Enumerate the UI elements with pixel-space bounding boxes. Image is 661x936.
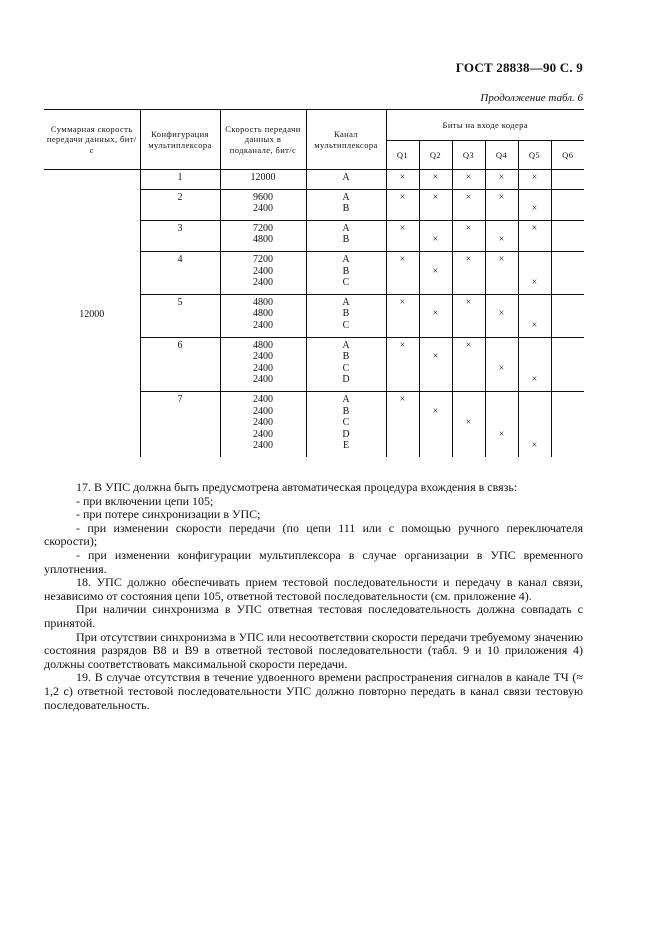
rate-value: 9600 [253,191,273,203]
bit-mark: × [465,296,472,308]
channel-letter: B [342,308,350,320]
bit-mark [420,440,452,452]
bit-mark [552,429,585,441]
bit-mark [552,406,585,418]
subchannel-rates [220,391,306,457]
bit-mark: × [399,296,406,308]
header-channel: Канал мультиплексора [306,110,386,170]
channel-letter: C [342,277,350,289]
channel-letter: B [342,405,350,417]
bit-mark [519,297,551,309]
bit-mark [387,277,419,289]
bit-cell-q5 [518,170,551,190]
bit-mark: × [465,222,472,234]
bit-mark [552,308,585,320]
bit-mark [552,192,585,204]
bit-cell-q3 [452,220,485,251]
bit-mark [552,203,585,215]
channel-letter: D [342,374,350,386]
bit-cell-q2 [419,170,452,190]
bit-cell-q6 [551,251,584,294]
bit-cell-q5 [518,391,551,457]
bit-mark: × [498,308,505,320]
rate-value: 4800 [253,296,273,308]
bit-mark [453,234,485,246]
bit-cell-q2 [419,391,452,457]
bit-cell-q4 [485,294,518,337]
header-q3: Q3 [452,141,485,170]
bit-mark [453,363,485,375]
bit-mark [453,266,485,278]
bit-mark [420,223,452,235]
bit-mark [519,254,551,266]
bit-cell-q5 [518,220,551,251]
bit-mark: × [465,191,472,203]
bit-mark [519,351,551,363]
rate-value: 2400 [253,405,273,417]
bit-mark: × [498,428,505,440]
bit-mark: × [531,203,538,215]
bit-mark [387,440,419,452]
bit-mark [420,254,452,266]
bit-mark [519,394,551,406]
paragraph-17-item: - при включении цепи 105; [76,493,214,508]
rate-value: 2400 [253,362,273,374]
bit-mark [486,440,518,452]
bit-mark: × [432,265,439,277]
paragraph-17: 17. В УПС должна быть предусмотрена автоматическая процедура вхождения в связь: [76,480,518,494]
page-header: ГОСТ 28838—90 С. 9 [455,60,583,75]
bit-cell-q3 [452,170,485,190]
bit-mark [486,266,518,278]
rate-value: 2400 [253,428,273,440]
bit-mark [420,394,452,406]
channel-letter: E [342,440,350,452]
header-q6: Q6 [551,141,584,170]
bit-mark [519,266,551,278]
table-row [44,170,584,190]
bit-mark [420,297,452,309]
paragraph-19: 19. В случае отсутствия в течение удвоенного времени распространения сигналов в канале ТЧ (≈ 1,2 с) ответной тестовой последовательности УПС должно повторно передать в канал связи тестовую последовательность. [44,670,583,712]
bit-mark: × [432,308,439,320]
config-number: 7 [140,391,220,457]
bit-mark [552,297,585,309]
bit-mark [486,223,518,235]
rate-value: 4800 [253,308,273,320]
bit-cell-q1 [386,189,419,220]
bit-mark [552,417,585,429]
channel-letter: A [342,172,350,183]
bit-mark [552,363,585,375]
rate-value: 2400 [253,265,273,277]
channel-letters [306,251,386,294]
subchannel-rates [220,220,306,251]
bit-mark: × [531,172,538,183]
bit-mark [420,429,452,441]
bit-mark: × [498,362,505,374]
rate-value: 2400 [253,440,273,452]
bit-cell-q1 [386,251,419,294]
multiplexer-table [44,109,584,457]
bit-mark: × [465,417,472,429]
bit-mark [519,429,551,441]
bit-mark: × [432,172,439,183]
bit-mark [486,203,518,215]
bit-mark [387,234,419,246]
header-q2: Q2 [419,141,452,170]
header-bits: Биты на входе кодера [386,110,584,141]
bit-mark [552,234,585,246]
bit-cell-q2 [419,251,452,294]
rate-value: 2400 [253,417,273,429]
bit-mark [486,277,518,289]
bit-mark [420,417,452,429]
bit-mark [519,192,551,204]
bit-cell-q4 [485,189,518,220]
paragraph-18: 18. УПС должно обеспечивать прием тестовой последовательности и передачу в канал связи, независимо от состояния цепи 105, ответной тестовой последовательности (см. приложение 4). [44,575,583,603]
channel-letter: A [342,222,350,234]
bit-cell-q1 [386,391,419,457]
bit-mark [387,266,419,278]
channel-letters [306,189,386,220]
bit-mark [552,277,585,289]
bit-cell-q2 [419,294,452,337]
bit-mark: × [399,172,406,183]
channel-letters [306,294,386,337]
bit-cell-q1 [386,337,419,391]
header-q1: Q1 [386,141,419,170]
bit-mark [453,440,485,452]
subchannel-rates [220,337,306,391]
bit-mark [486,340,518,352]
channel-letters [306,170,386,190]
paragraph-18-nosync: При отсутствии синхронизма в УПС или несоответствии скорости передачи требуемому значению состояния разрядов B8 и B9 в ответной тестовой последовательности (табл. 9 и 10 приложения 4) должны соответствовать максимальной скорости передачи. [44,629,583,671]
rate-value: 12000 [250,172,276,183]
bit-mark: × [432,351,439,363]
bit-mark [453,277,485,289]
channel-letter: C [342,417,350,429]
header-q5: Q5 [518,141,551,170]
bit-cell-q3 [452,294,485,337]
bit-mark [387,203,419,215]
channel-letter: A [342,191,350,203]
bit-cell-q6 [551,337,584,391]
paragraph-18-sync: При наличии синхронизма в УПС ответная тестовая последовательность должна совпадать с принятой. [44,602,583,630]
bit-mark [420,340,452,352]
bit-cell-q2 [419,220,452,251]
header-config: Конфигурация мультиплексора [140,110,220,170]
bit-mark [420,277,452,289]
bit-mark [486,374,518,386]
bit-mark [486,406,518,418]
config-number: 1 [140,170,220,190]
bit-mark [552,266,585,278]
subchannel-rates [220,189,306,220]
bit-mark: × [531,319,538,331]
bit-mark [486,320,518,332]
config-number: 5 [140,294,220,337]
bit-mark: × [399,253,406,265]
channel-letter: C [342,362,350,374]
bit-mark [486,297,518,309]
rate-value: 2400 [253,277,273,289]
bit-mark: × [432,405,439,417]
channel-letters [306,391,386,457]
bit-mark [387,417,419,429]
rate-value: 2400 [253,203,273,215]
channel-letter: B [342,203,350,215]
bit-mark [552,172,585,184]
paragraph-17-item: - при изменении скорости передачи (по цепи 111 или с помощью ручного переключателя скорости); [44,520,583,549]
rate-value: 2400 [253,393,273,405]
bit-mark: × [399,191,406,203]
bit-mark: × [498,172,505,183]
header-sum-rate: Суммарная скорость передачи данных, бит/с [44,110,140,170]
rate-value: 2400 [253,351,273,363]
bit-mark: × [531,222,538,234]
rate-value: 4800 [253,234,273,246]
channel-letter: A [342,339,350,351]
bit-mark [453,394,485,406]
bit-mark: × [531,374,538,386]
bit-mark [453,320,485,332]
bit-mark: × [531,277,538,289]
rate-value: 2400 [253,319,273,331]
bit-cell-q1 [386,294,419,337]
bit-mark [387,406,419,418]
paragraph-17-item: - при изменении конфигурации мультиплексора в случае организации в УПС временного уплотнения. [44,547,583,576]
bit-mark: × [465,339,472,351]
rate-value: 7200 [253,253,273,265]
bit-mark [387,429,419,441]
bit-mark [387,374,419,386]
bit-mark [552,223,585,235]
bit-mark [552,320,585,332]
subchannel-rates [220,251,306,294]
bit-cell-q4 [485,220,518,251]
bit-mark [552,340,585,352]
bit-mark [387,320,419,332]
channel-letter: A [342,393,350,405]
bit-cell-q5 [518,337,551,391]
bit-cell-q3 [452,337,485,391]
bit-cell-q4 [485,170,518,190]
bit-mark [453,203,485,215]
header-q4: Q4 [485,141,518,170]
bit-cell-q4 [485,251,518,294]
bit-mark [453,351,485,363]
bit-cell-q4 [485,337,518,391]
bit-mark [552,394,585,406]
bit-mark [486,394,518,406]
bit-mark [453,374,485,386]
paragraph-17-item: - при потере синхронизации в УПС; [76,507,261,522]
bit-mark: × [465,253,472,265]
config-number: 3 [140,220,220,251]
channel-letters [306,220,386,251]
bit-mark [519,340,551,352]
bit-cell-q5 [518,294,551,337]
bit-cell-q3 [452,251,485,294]
bit-cell-q6 [551,294,584,337]
bit-mark: × [498,234,505,246]
rate-value: 4800 [253,339,273,351]
channel-letter: C [342,319,350,331]
bit-mark [420,320,452,332]
rate-value: 7200 [253,222,273,234]
channel-letters [306,337,386,391]
bit-mark [486,417,518,429]
rate-value: 2400 [253,374,273,386]
bit-mark [387,363,419,375]
config-number: 4 [140,251,220,294]
config-number: 6 [140,337,220,391]
body-text [44,481,583,712]
channel-letter: B [342,234,350,246]
bit-cell-q1 [386,170,419,190]
bit-cell-q5 [518,251,551,294]
bit-mark: × [399,393,406,405]
channel-letter: A [342,296,350,308]
bit-cell-q3 [452,189,485,220]
bit-mark [552,254,585,266]
bit-cell-q4 [485,391,518,457]
bit-mark: × [399,339,406,351]
bit-mark [519,417,551,429]
bit-mark: × [432,234,439,246]
bit-cell-q6 [551,170,584,190]
bit-cell-q6 [551,189,584,220]
bit-mark [552,374,585,386]
channel-letter: A [342,253,350,265]
config-number: 2 [140,189,220,220]
bit-cell-q6 [551,391,584,457]
bit-mark: × [498,253,505,265]
subchannel-rates [220,170,306,190]
bit-cell-q2 [419,189,452,220]
bit-mark [453,308,485,320]
bit-mark [420,374,452,386]
bit-mark [453,429,485,441]
bit-cell-q5 [518,189,551,220]
bit-mark [420,363,452,375]
bit-mark [552,351,585,363]
channel-letter: D [342,428,350,440]
bit-mark: × [498,191,505,203]
bit-mark [387,351,419,363]
bit-cell-q3 [452,391,485,457]
table-continuation-label: Продолжение табл. 6 [480,92,583,104]
bit-mark: × [432,191,439,203]
bit-mark: × [399,222,406,234]
bit-mark [519,406,551,418]
bit-mark [453,406,485,418]
sum-rate-value: 12000 [79,308,105,320]
bit-mark [486,351,518,363]
bit-mark [519,308,551,320]
bit-mark [552,440,585,452]
bit-cell-q6 [551,220,584,251]
bit-cell-q1 [386,220,419,251]
bit-mark: × [465,172,472,183]
bit-mark [519,363,551,375]
bit-mark [420,203,452,215]
bit-cell-q2 [419,337,452,391]
bit-mark [519,234,551,246]
subchannel-rates [220,294,306,337]
channel-letter: B [342,351,350,363]
bit-mark: × [531,440,538,452]
bit-mark [387,308,419,320]
header-subchannel-rate: Скорость передачи данных в подканале, бит/с [220,110,306,170]
channel-letter: B [342,265,350,277]
